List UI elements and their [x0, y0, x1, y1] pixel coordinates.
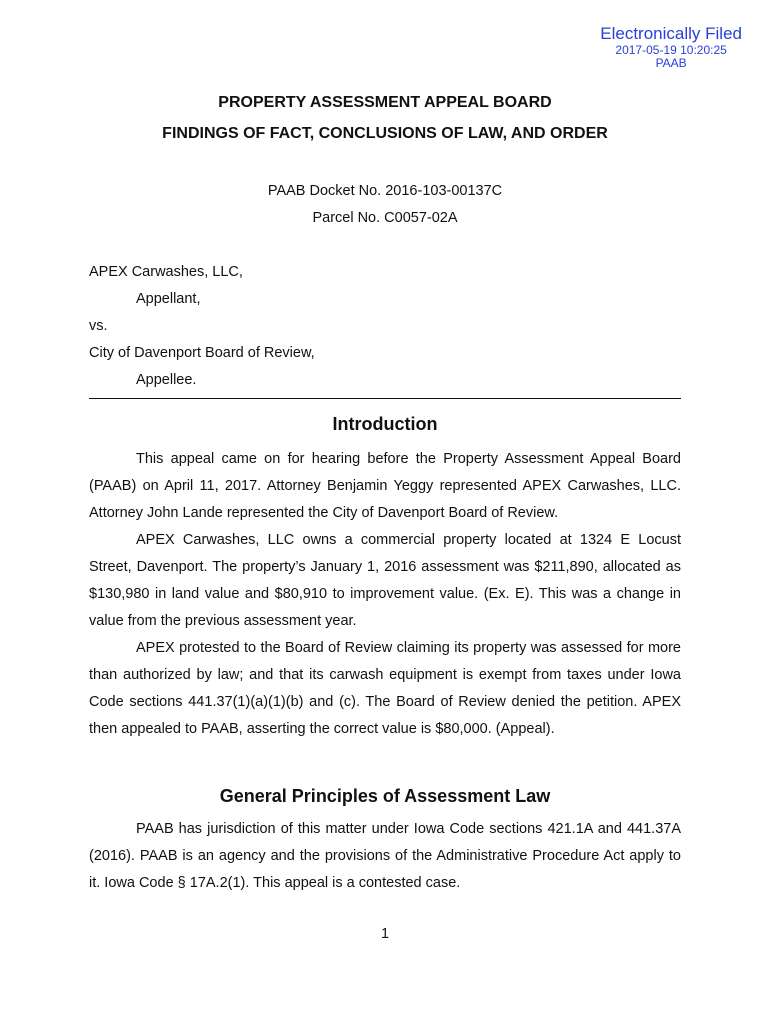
- versus-label: vs.: [89, 318, 108, 334]
- document-title-heading: FINDINGS OF FACT, CONCLUSIONS OF LAW, AND ORDER: [162, 125, 608, 142]
- introduction-paragraph: APEX Carwashes, LLC owns a commercial property located at 1324 E Locust Street, Davenport. The property’s January 1, 2016 assessment was $211,890, allocated as $130,980 in land value and $80,910 to improvement value. (Ex. E). This was a change in value from the previous assessment year.: [89, 532, 681, 629]
- general-principles-paragraph: PAAB has jurisdiction of this matter under Iowa Code sections 421.1A and 441.37A (2016). PAAB is an agency and the provisions of the Administrative Procedure Act apply to it. Iowa Code § 17A.2(1). This appeal is a contested case.: [89, 821, 681, 891]
- page-number: 1: [380, 926, 390, 942]
- appellant-name: APEX Carwashes, LLC,: [89, 264, 243, 280]
- filing-timestamp: 2017-05-19 10:20:25: [615, 43, 727, 57]
- section-title-introduction: Introduction: [332, 414, 438, 434]
- filing-label: Electronically Filed: [600, 24, 742, 43]
- general-principles-body: [89, 816, 681, 897]
- appellee-role: Appellee.: [136, 372, 197, 388]
- introduction-paragraph: APEX protested to the Board of Review claiming its property was assessed for more than authorized by law; and that its carwash equipment is exempt from taxes under Iowa Code sections 441.37(1)(a)(1)(b) and (c). The Board of Review denied the petition. APEX then appealed to PAAB, asserting the correct value is $80,000. (Appeal).: [89, 640, 681, 737]
- section-title-general-principles: General Principles of Assessment Law: [219, 786, 551, 806]
- electronic-filing-stamp: [600, 24, 742, 70]
- introduction-paragraph: This appeal came on for hearing before the Property Assessment Appeal Board (PAAB) on April 11, 2017. Attorney Benjamin Yeggy represented APEX Carwashes, LLC. Attorney John Lande represented the City of Davenport Board of Review.: [89, 451, 681, 521]
- caption-divider: [89, 398, 681, 399]
- introduction-body: [89, 446, 681, 743]
- appellant-role: Appellant,: [136, 291, 201, 307]
- docket-number: PAAB Docket No. 2016-103-00137C: [267, 183, 503, 199]
- appellee-name: City of Davenport Board of Review,: [89, 345, 315, 361]
- parcel-number: Parcel No. C0057-02A: [312, 210, 458, 226]
- board-name-heading: PROPERTY ASSESSMENT APPEAL BOARD: [218, 94, 552, 111]
- filing-agency: PAAB: [655, 56, 687, 70]
